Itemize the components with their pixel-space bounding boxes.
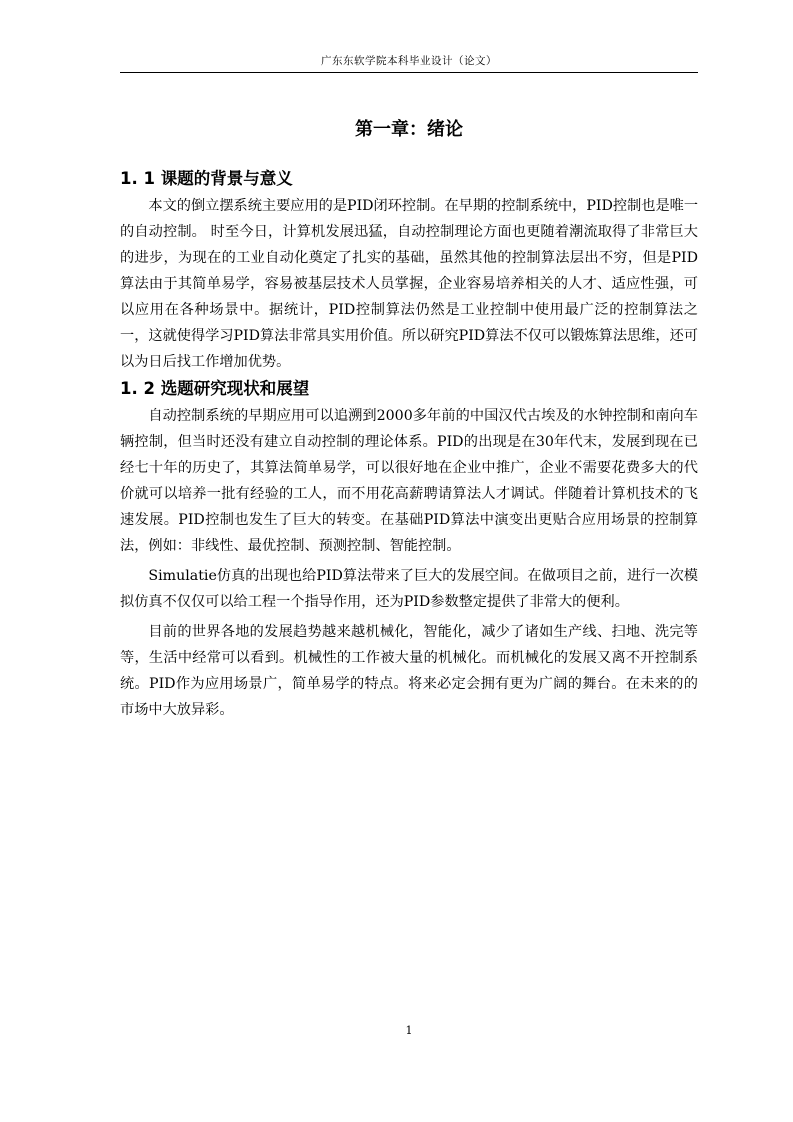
body-paragraph: 目前的世界各地的发展趋势越来越机械化，智能化，减少了诸如生产线、扫地、洗完等等，生活中经常可以看到。机械性的工作被大量的机械化。而机械化的发展又离不开控制系统。PID作为应用场景广，简单易学的特点。将来必定会拥有更为广阔的舞台。在未来的的市场中大放异彩。 [120,624,698,718]
body-paragraph: 自动控制系统的早期应用可以追溯到2000多年前的中国汉代古埃及的水钟控制和南向车辆控制，但当时还没有建立自动控制的理论体系。PID的出现是在30年代末，发展到现在已经七十年的历史了，其算法简单易学，可以很好地在企业中推广，企业不需要花费多大的代价就可以培养一批有经验的工人，而不用花高薪聘请算法人才调试。伴随着计算机技术的飞速发展。PID控制也发生了巨大的转变。在基础PID算法中演变出更贴合应用场景的控制算法，例如：非线性、最优控制、预测控制、智能控制。 [120,408,698,554]
page-number: 1 [405,1024,413,1037]
chapter-title: 第一章：绪论 [355,119,463,140]
document-body [120,165,698,727]
section-heading: 1. 2 选题研究现状和展望 [120,379,310,398]
section-background-significance [120,165,698,375]
body-paragraph: Simulatie仿真的出现也给PID算法带来了巨大的发展空间。在做项目之前，进行一次模拟仿真不仅仅可以给工程一个指导作用，还为PID参数整定提供了非常大的便利。 [120,568,698,610]
header-divider [120,72,698,73]
section-research-status [120,375,698,723]
body-paragraph: 本文的倒立摆系统主要应用的是PID闭环控制。在早期的控制系统中，PID控制也是唯一的自动控制。 时至今日，计算机发展迅猛，自动控制理论方面也更随着潮流取得了非常巨大的进步，为现在的工业自动化奠定了扎实的基础，虽然其他的控制算法层出不穷，但是PID算法由于其简单易学，容易被基层技术人员掌握，企业容易培养相关的人才、适应性强，可以应用在各种场景中。据统计，PID控制算法仍然是工业控制中使用最广泛的控制算法之一，这就使得学习PID算法非常具实用价值。所以研究PID算法不仅可以锻炼算法思维，还可以为日后找工作增加优势。 [120,198,699,370]
running-header: 广东东软学院本科毕业设计（论文） [321,55,497,67]
section-heading: 1. 1 课题的背景与意义 [120,169,293,188]
